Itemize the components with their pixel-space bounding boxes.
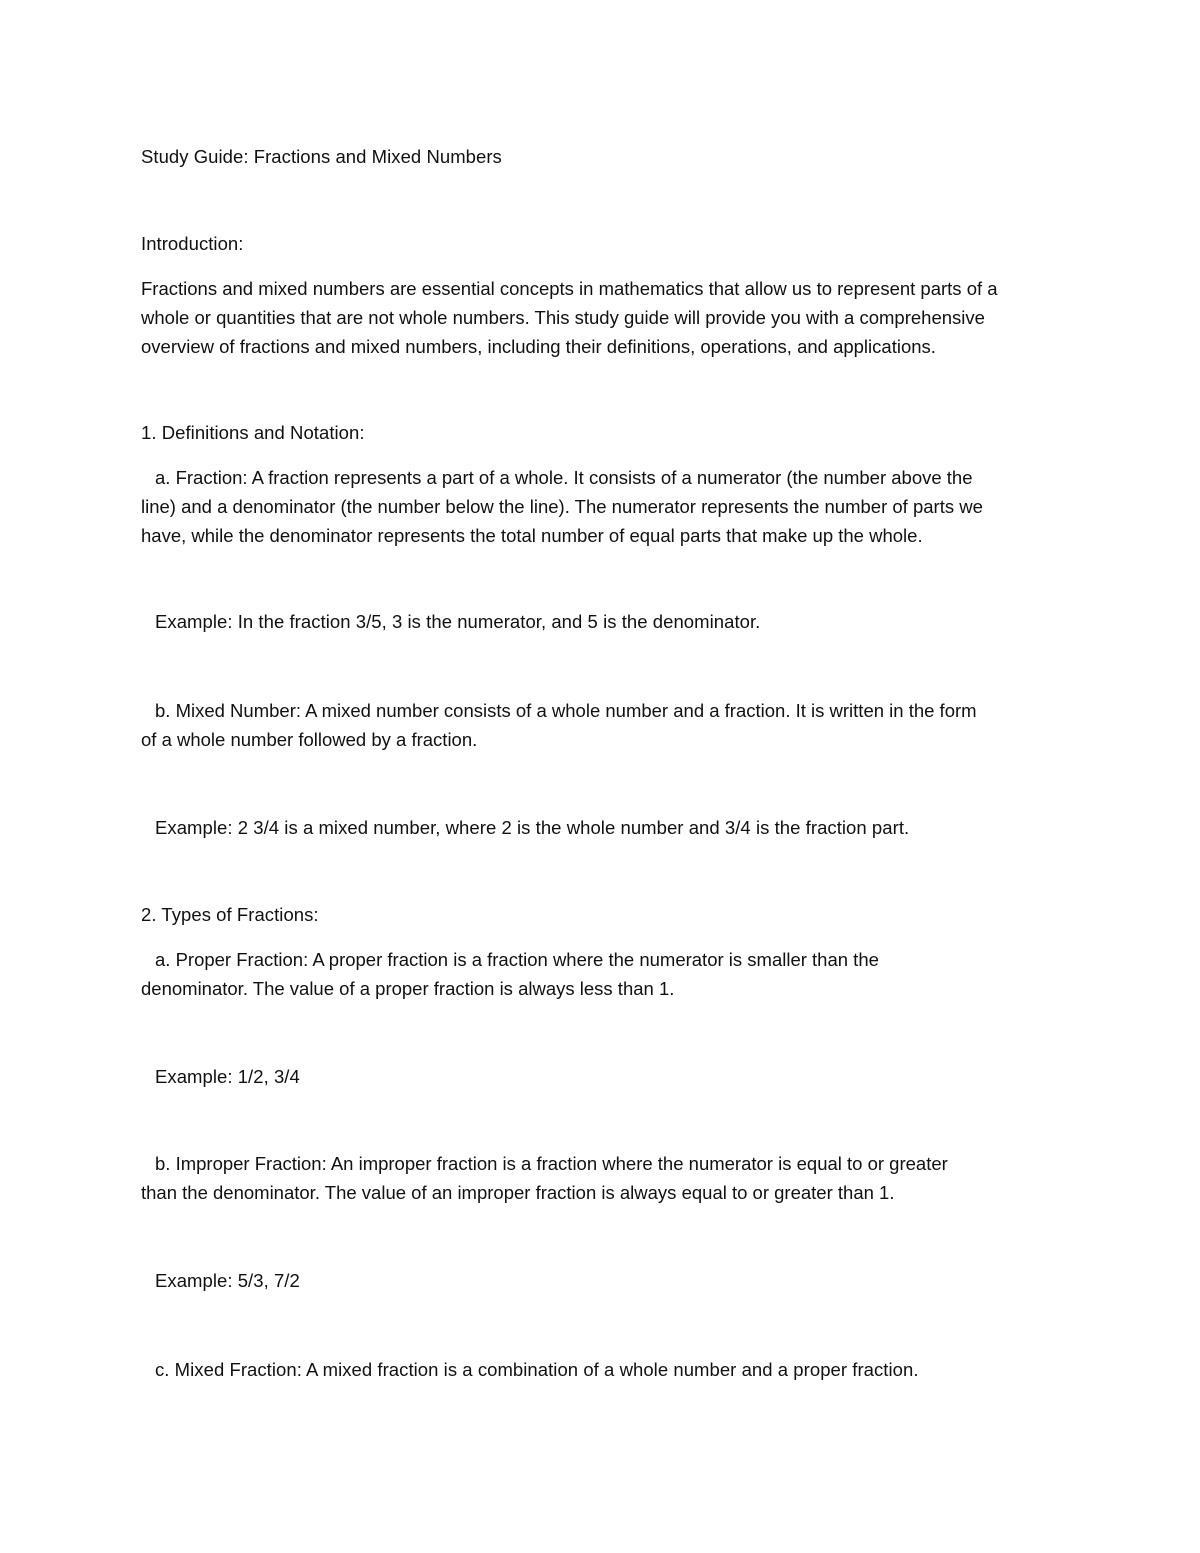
fraction-definition-line: have, while the denominator represents the total number of equal parts that make up the whole. [141, 525, 923, 546]
improper-fraction-line: than the denominator. The value of an improper fraction is always equal to or greater than 1. [141, 1182, 895, 1203]
intro-heading: Introduction: [141, 233, 244, 254]
intro-line: Fractions and mixed numbers are essential concepts in mathematics that allow us to represent parts of a [141, 278, 998, 299]
improper-fraction-example: Example: 5/3, 7/2 [155, 1270, 300, 1291]
improper-fraction-definition [141, 1149, 1061, 1207]
proper-fraction-line: a. Proper Fraction: A proper fraction is a fraction where the numerator is smaller than the [155, 949, 879, 970]
intro-paragraph [141, 274, 1061, 361]
mixed-number-line: b. Mixed Number: A mixed number consists of a whole number and a fraction. It is written in the form [155, 700, 977, 721]
section1-heading: 1. Definitions and Notation: [141, 422, 365, 443]
intro-line: whole or quantities that are not whole numbers. This study guide will provide you with a comprehensive [141, 307, 985, 328]
mixed-number-line: of a whole number followed by a fraction. [141, 729, 478, 750]
fraction-example: Example: In the fraction 3/5, 3 is the numerator, and 5 is the denominator. [155, 611, 761, 632]
proper-fraction-example: Example: 1/2, 3/4 [155, 1066, 300, 1087]
proper-fraction-definition [141, 945, 1061, 1003]
fraction-definition-line: a. Fraction: A fraction represents a part of a whole. It consists of a numerator (the number above the [155, 467, 973, 488]
intro-line: overview of fractions and mixed numbers, including their definitions, operations, and applications. [141, 336, 936, 357]
section2-heading: 2. Types of Fractions: [141, 904, 319, 925]
proper-fraction-line: denominator. The value of a proper fraction is always less than 1. [141, 978, 675, 999]
fraction-definition [141, 463, 1061, 550]
document-title: Study Guide: Fractions and Mixed Numbers [141, 146, 502, 167]
improper-fraction-line: b. Improper Fraction: An improper fraction is a fraction where the numerator is equal to or greater [155, 1153, 948, 1174]
fraction-definition-line: line) and a denominator (the number below the line). The numerator represents the number of parts we [141, 496, 983, 517]
mixed-fraction-definition: c. Mixed Fraction: A mixed fraction is a combination of a whole number and a proper fraction. [155, 1359, 919, 1380]
mixed-number-definition [141, 696, 1061, 754]
mixed-number-example: Example: 2 3/4 is a mixed number, where 2 is the whole number and 3/4 is the fraction part. [155, 817, 910, 838]
